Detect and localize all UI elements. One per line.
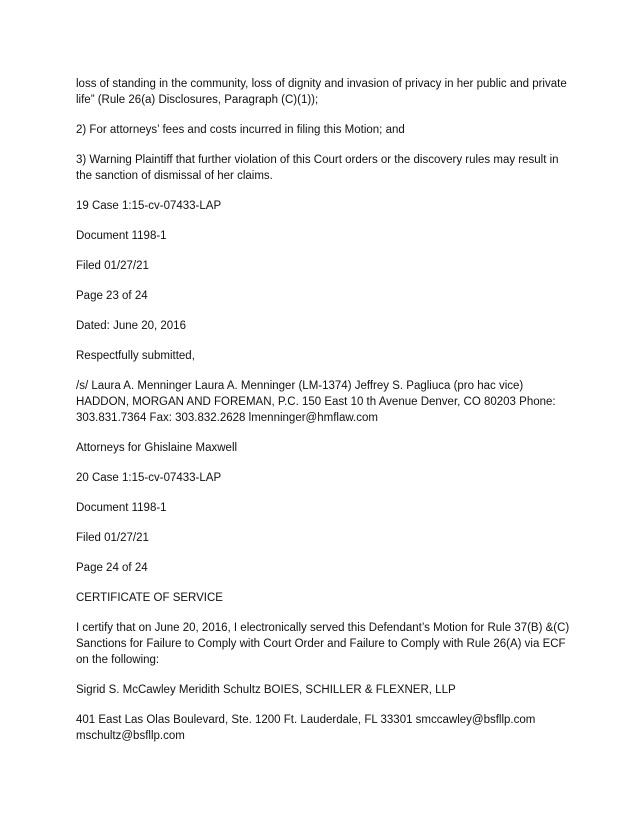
page-number-23: Page 23 of 24 <box>76 290 148 302</box>
service-recipients: Sigrid S. McCawley Meridith Schultz BOIES, SCHILLER & FLEXNER, LLP <box>76 684 456 696</box>
page-number-24: Page 24 of 24 <box>76 562 148 574</box>
service-address: 401 East Las Olas Boulevard, Ste. 1200 Ft. Lauderdale, FL 33301 smccawley@bsfllp.com mschultz@bsfllp.com <box>76 714 536 742</box>
relief-item-3: 3) Warning Plaintiff that further violation of this Court orders or the discovery rules may result in the sanction of dismissal of her claims. <box>76 154 559 182</box>
document-number-page-24: Document 1198-1 <box>76 502 167 514</box>
filed-date-page-23: Filed 01/27/21 <box>76 260 149 272</box>
certificate-body: I certify that on June 20, 2016, I electronically served this Defendant’s Motion for Rule 37(B) &(C) Sanctions for Failure to Comply with Court Order and Failure to Comply with Rule 26(A) via ECF on the following: <box>76 622 570 666</box>
case-header-page-23: 19 Case 1:15-cv-07433-LAP <box>76 200 222 212</box>
relief-item-2: 2) For attorneys’ fees and costs incurred in filing this Motion; and <box>76 124 405 136</box>
dated-line: Dated: June 20, 2016 <box>76 320 186 332</box>
signature-block: /s/ Laura A. Menninger Laura A. Menninger (LM-1374) Jeffrey S. Pagliuca (pro hac vice) HADDON, MORGAN AND FOREMAN, P.C. 150 East 10 th Avenue Denver, CO 80203 Phone: 303.831.7364 Fax: 303.832.2628 lmenninger@hmflaw.com <box>76 380 556 424</box>
document-page <box>76 76 576 758</box>
filed-date-page-24: Filed 01/27/21 <box>76 532 149 544</box>
relief-continuation-paragraph: loss of standing in the community, loss of dignity and invasion of privacy in her public and private life” (Rule 26(a) Disclosures, Paragraph (C)(1)); <box>76 78 567 106</box>
case-header-page-24: 20 Case 1:15-cv-07433-LAP <box>76 472 222 484</box>
document-number-page-23: Document 1198-1 <box>76 230 167 242</box>
certificate-heading: CERTIFICATE OF SERVICE <box>76 592 223 604</box>
respectfully-submitted: Respectfully submitted, <box>76 350 195 362</box>
attorneys-for-line: Attorneys for Ghislaine Maxwell <box>76 442 238 454</box>
